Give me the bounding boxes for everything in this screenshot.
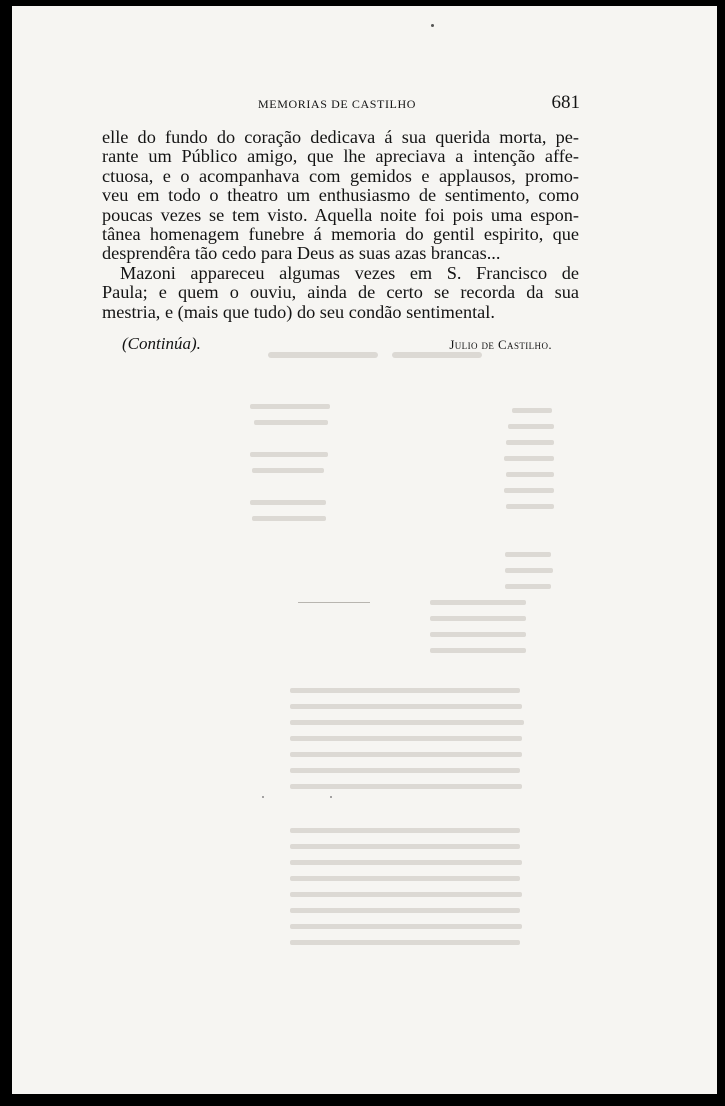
author-signature: Julio de Castilho.: [449, 337, 552, 352]
text-line: rante um Público amigo, que lhe apreciava a intenção affe-: [102, 146, 579, 167]
text-line: mestria, e (mais que tudo) do seu condão sentimental.: [102, 301, 495, 322]
text-line: ctuosa, e o acompanhava com gemidos e applausos, promo-: [102, 165, 579, 186]
text-line: tânea homenagem funebre á memoria do gentil espirito, que: [102, 223, 579, 244]
text-line: veu em todo o theatro um enthusiasmo de sentimento, como: [102, 185, 579, 206]
page-number: 681: [551, 92, 580, 113]
running-head: MEMORIAS DE CASTILHO: [258, 97, 417, 111]
text-line: desprendêra tão cedo para Deus as suas azas brancas...: [102, 243, 501, 264]
scan-speck: [262, 796, 264, 798]
text-line: poucas vezes se tem visto. Aquella noite foi pois uma espon-: [102, 204, 579, 225]
continued-note: (Continúa).: [122, 334, 201, 353]
scan-speck: [330, 796, 332, 798]
text-line: elle do fundo do coração dedicava á sua querida morta, pe-: [102, 127, 579, 147]
text-line: Paula; e quem o ouviu, ainda de certo se recorda da sua: [102, 282, 579, 303]
scan-speck: [431, 24, 434, 27]
text-line: Mazoni appareceu algumas vezes em S. Francisco de: [120, 262, 579, 283]
